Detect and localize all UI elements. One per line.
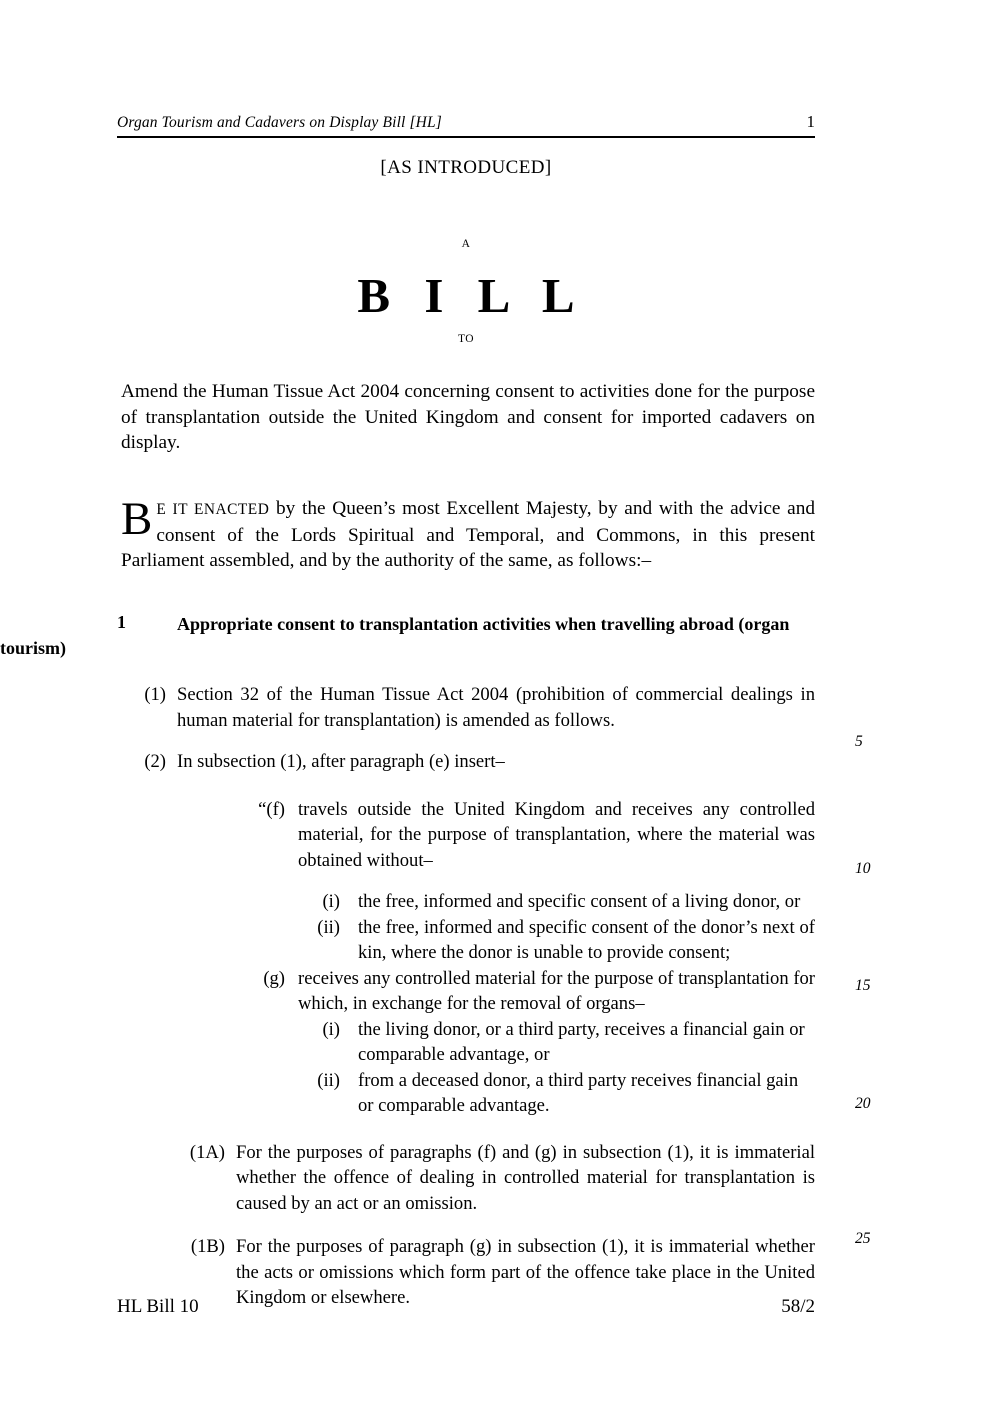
page-number: 1 [806,112,815,131]
print-code: 58/2 [781,1296,815,1317]
bill-body [0,612,991,1327]
running-header [117,112,815,138]
page-footer [117,1296,815,1318]
provision-text: the free, informed and specific consent of a living donor, or [358,891,801,912]
provision-subsection-2 [0,749,991,775]
enacting-smallcaps: E IT ENACTED [156,501,270,518]
provision-label: (1B) [190,1236,225,1257]
provision-text: the living donor, or a third party, receives a financial gain or comparable advantage, or [358,1018,805,1065]
provision-paragraph-g-i [0,1017,991,1068]
provision-paragraph-g [0,966,991,1017]
provision-label: (1A) [189,1141,225,1163]
bill-title-block [117,158,815,345]
provision-paragraph-f-i [0,889,991,915]
line-number-20: 20 [855,1095,871,1112]
provision-paragraph-g-ii [0,1068,991,1119]
long-title: Amend the Human Tissue Act 2004 concerning consent to activities done for the purpose of transplantation outside the United Kingdom and consent for imported cadavers on display. [121,381,815,453]
provision-paragraph-f-ii [0,915,991,966]
provision-subsection-1 [0,682,991,733]
provision-text: the free, informed and specific consent of the donor’s next of kin, where the donor is unable to provide consent; [358,916,815,963]
provision-label: (2) [144,751,166,772]
provision-text: For the purposes of paragraphs (f) and (g) in subsection (1), it is immaterial whether the offence of dealing in controlled material for transplantation is caused by an act or an omission. [236,1141,815,1214]
enacting-formula [121,493,815,574]
section-title: Appropriate consent to transplantation activities when travelling abroad (organ tourism) [0,614,790,658]
provision-text: For the purposes of paragraph (g) in subsection (1), it is immaterial whether the acts or omissions which form part of the offence take place in the United Kingdom or elsewhere. [236,1236,815,1308]
provision-text: travels outside the United Kingdom and receives any controlled material, for the purpose of transplantation, where the material was obtained without– [298,798,815,871]
to-word: TO [457,332,475,345]
provision-label: (ii) [317,916,340,938]
provision-label: (i) [322,1018,340,1040]
line-number-10: 10 [855,860,871,877]
provision-label: “(f) [258,798,285,820]
provision-subsection-1a [0,1140,991,1217]
section-number: 1 [117,612,126,632]
provision-text: from a deceased donor, a third party receives financial gain or comparable advantage. [358,1069,799,1116]
provision-text: receives any controlled material for the purpose of transplantation for which, in exchange for the removal of organs– [298,967,815,1014]
stage-label: [AS INTRODUCED] [380,157,552,178]
provision-text: In subsection (1), after paragraph (e) insert– [177,751,505,772]
provision-paragraph-f [0,797,991,874]
enacting-dropcap: B [121,493,153,545]
article-word: A [461,238,471,250]
provision-label: (ii) [317,1069,340,1091]
provision-label: (1) [144,684,166,705]
provision-text: Section 32 of the Human Tissue Act 2004 (prohibition of commercial dealings in human material for transplantation) is amended as follows. [177,684,815,731]
provision-label: (i) [322,891,340,912]
provision-label: (g) [263,967,285,989]
running-header-title: Organ Tourism and Cadavers on Display Bill [HL] [117,114,442,131]
line-number-15: 15 [855,977,871,994]
section-heading [0,612,991,660]
enacting-rest: by the Queen’s most Excellent Majesty, by and with the advice and consent of the Lords Spiritual and Temporal, and Commons, in this present Parliament assembled, and by the authority of the same, as follows:– [121,498,815,571]
bill-reference: HL Bill 10 [117,1296,199,1317]
bill-word: B I L L [357,267,586,323]
line-number-25: 25 [855,1230,871,1247]
line-number-5: 5 [855,733,863,750]
